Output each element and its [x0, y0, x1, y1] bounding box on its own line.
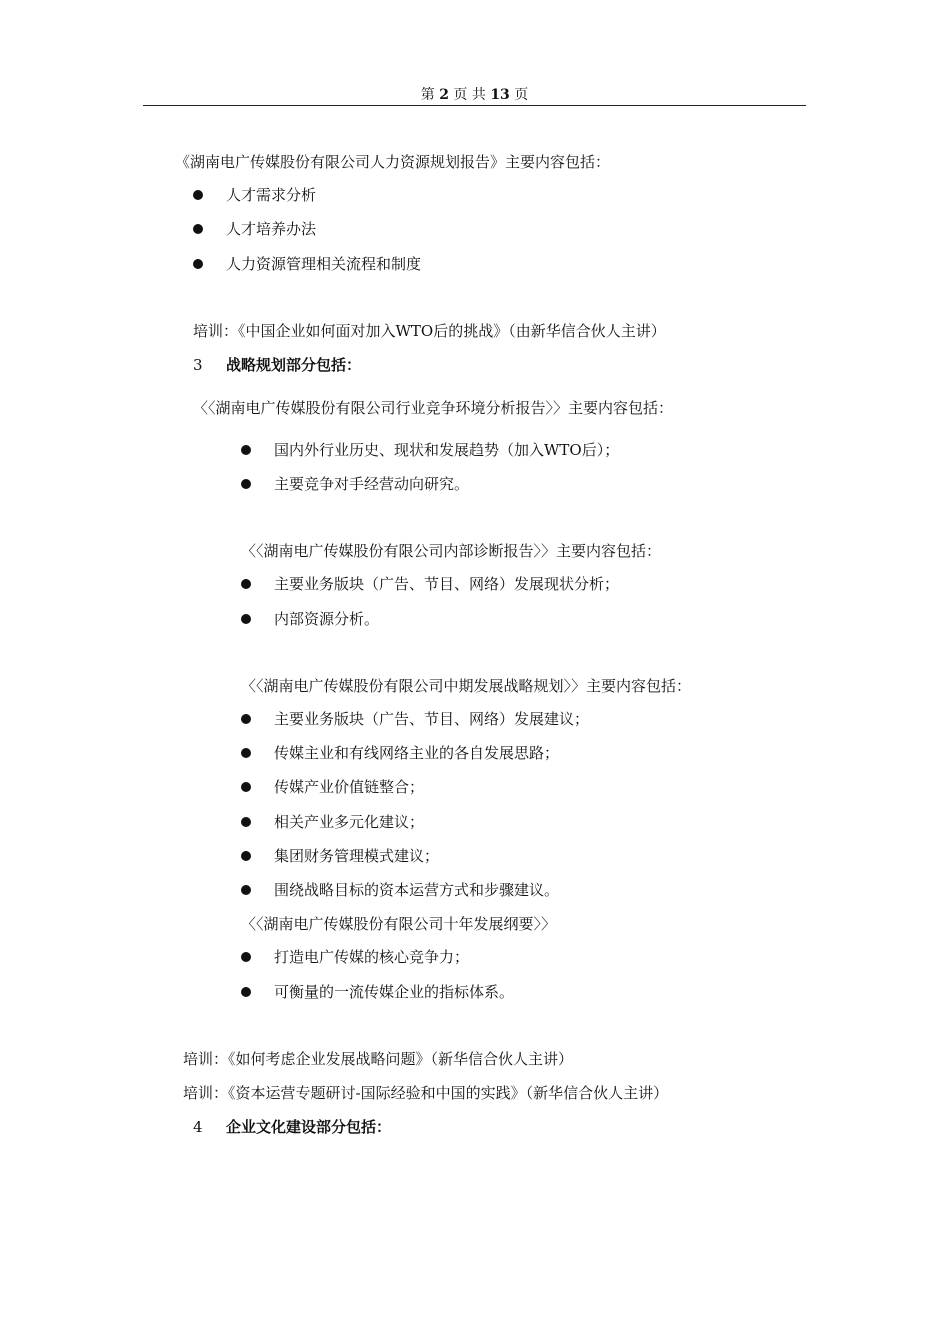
header-rule — [143, 105, 806, 106]
bullet-icon — [241, 614, 251, 624]
page-label-suffix: 页 — [514, 87, 529, 103]
bullet-icon — [241, 952, 251, 962]
section-number: 3 — [193, 356, 203, 374]
bullet-icon — [241, 782, 251, 792]
page-label-prefix: 第 — [420, 87, 435, 103]
bullet-icon — [241, 748, 251, 758]
bullet-icon — [193, 259, 203, 269]
list-item: 可衡量的一流传媒企业的指标体系。 — [274, 983, 515, 1001]
list-item: 人才培养办法 — [226, 220, 317, 238]
report-intro: 〈〈湖南电广传媒股份有限公司行业竞争环境分析报告〉〉主要内容包括： — [193, 399, 674, 417]
list-item: 国内外行业历史、现状和发展趋势（加入WTO后）； — [274, 441, 620, 459]
report-intro: 〈〈湖南电广传媒股份有限公司十年发展纲要〉〉 — [241, 915, 557, 933]
section-title: 战略规划部分包括： — [226, 356, 362, 374]
bullet-icon — [241, 851, 251, 861]
hr-report-intro: 《湖南电广传媒股份有限公司人力资源规划报告》主要内容包括： — [175, 153, 611, 171]
bullet-icon — [193, 190, 203, 200]
list-item: 打造电广传媒的核心竞争力； — [274, 948, 470, 966]
list-item: 主要业务版块（广告、节目、网络）发展现状分析； — [274, 575, 620, 593]
section-number: 4 — [193, 1118, 203, 1136]
page-label-middle: 页 共 — [453, 87, 486, 103]
list-item: 传媒产业价值链整合； — [274, 778, 425, 796]
current-page-number: 2 — [439, 87, 449, 103]
bullet-icon — [241, 714, 251, 724]
training-note: 培训：《中国企业如何面对加入WTO后的挑战》（由新华信合伙人主讲） — [193, 322, 666, 340]
list-item: 传媒主业和有线网络主业的各自发展思路； — [274, 744, 560, 762]
report-intro: 〈〈湖南电广传媒股份有限公司内部诊断报告〉〉主要内容包括： — [241, 542, 662, 560]
bullet-icon — [241, 479, 251, 489]
total-page-count: 13 — [490, 87, 510, 103]
page-header — [143, 86, 806, 104]
bullet-icon — [241, 987, 251, 997]
training-note: 培训：《如何考虑企业发展战略问题》（新华信合伙人主讲） — [183, 1050, 574, 1068]
section-title: 企业文化建设部分包括： — [226, 1118, 392, 1136]
list-item: 人才需求分析 — [226, 186, 317, 204]
list-item: 集团财务管理模式建议； — [274, 847, 440, 865]
list-item: 相关产业多元化建议； — [274, 813, 425, 831]
bullet-icon — [241, 579, 251, 589]
list-item: 围绕战略目标的资本运营方式和步骤建议。 — [274, 881, 560, 899]
list-item: 主要业务版块（广告、节目、网络）发展建议； — [274, 710, 590, 728]
bullet-icon — [241, 885, 251, 895]
bullet-icon — [193, 224, 203, 234]
bullet-icon — [241, 445, 251, 455]
list-item: 内部资源分析。 — [274, 610, 380, 628]
list-item: 主要竞争对手经营动向研究。 — [274, 475, 470, 493]
report-intro: 〈〈湖南电广传媒股份有限公司中期发展战略规划〉〉主要内容包括： — [241, 677, 692, 695]
list-item: 人力资源管理相关流程和制度 — [226, 255, 422, 273]
bullet-icon — [241, 817, 251, 827]
training-note: 培训：《资本运营专题研讨-国际经验和中国的实践》（新华信合伙人主讲） — [183, 1084, 669, 1102]
